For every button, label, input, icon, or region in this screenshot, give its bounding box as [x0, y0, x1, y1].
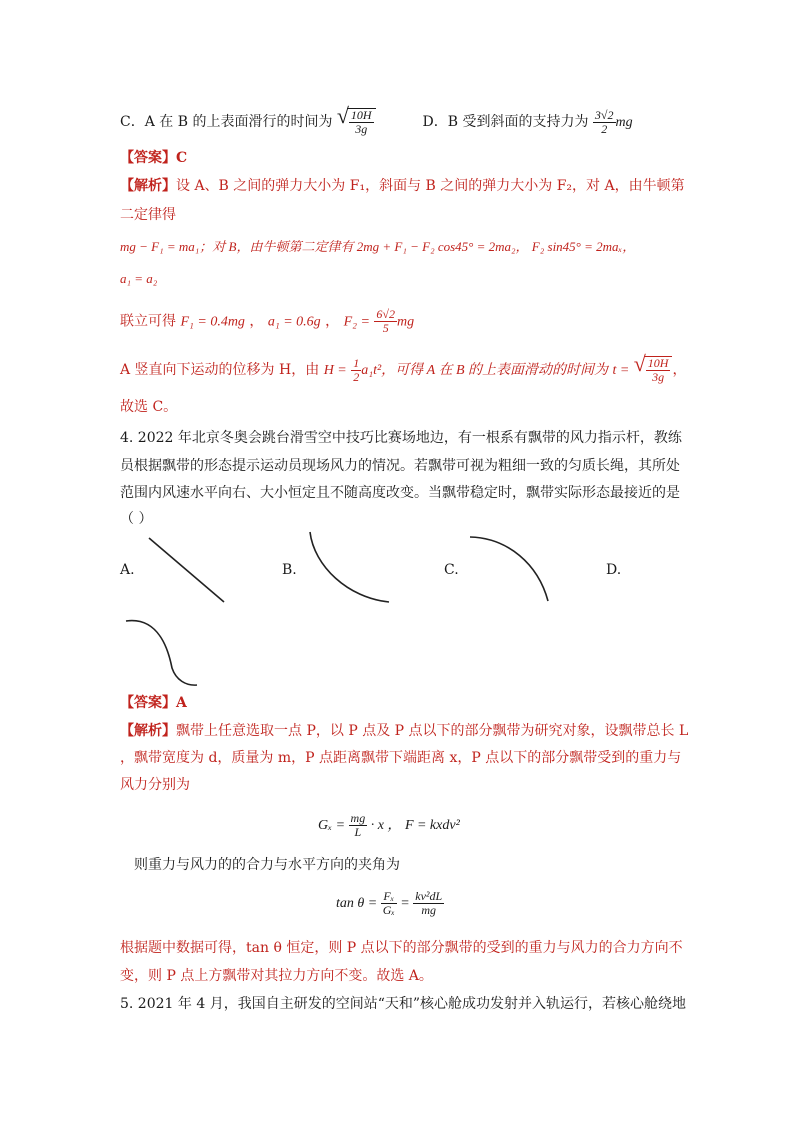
q4-answer-label: 【答案】	[120, 695, 176, 711]
q4-analysis-line1: 【解析】飘带上任意选取一点 P，以 P 点及 P 点以下的部分飘带为研究对象，设飘带总长 L	[120, 723, 689, 739]
q4-analysis-label: 【解析】	[120, 723, 176, 739]
q4-option-d-label: D.	[606, 562, 622, 578]
q5-stem-line1: 5. 2021 年 4 月，我国自主研发的空间站“天和”核心舱成功发射并入轨运行，若核心舱绕地	[120, 996, 687, 1012]
q3-option-d-fraction: $\frac{3√2}{2}$	[594, 107, 614, 136]
q4-stem-line4: （ ）	[120, 511, 153, 527]
q4-option-c-ribbon	[468, 534, 552, 604]
q4-final-line2: 变，则 P 点上方飘带对其拉力方向不变。故选 A。	[120, 968, 433, 984]
q3-equation-line2: a₁ = a₂	[120, 271, 158, 286]
q3-analysis-line1: 【解析】设 A、B 之间的弹力大小为 F₁，斜面与 B 之间的弹力大小为 F₂，对 A，由牛顿第	[120, 178, 685, 194]
q4-final-line1: 根据题中数据可得，tan θ 恒定，则 P 点以下的部分飘带的受到的重力与风力的合力方向不	[120, 940, 683, 956]
q4-gx-fraction: $\frac{mg}{L}$	[350, 811, 366, 840]
q4-analysis-line2: ，飘带宽度为 d，质量为 m，P 点距离飘带下端距离 x，P 点以下的部分飘带受到的重力与	[120, 750, 682, 766]
q3-answer-value: C	[176, 150, 188, 166]
q4-stem-line2: 员根据飘带的形态提示运动员现场风力的情况。若飘带可视为粗细一致的匀质长绳，其所处	[120, 458, 680, 474]
q3-option-c-sqrt: √ $\frac{10H}{3g}$	[337, 108, 376, 136]
q4-analysis-line3: 风力分别为	[120, 777, 190, 793]
q3-f2-fraction: $\frac{6√2}{5}$	[376, 307, 395, 336]
q4-answer-value: A	[176, 695, 187, 711]
q3-option-d-text: D．B 受到斜面的支持力为	[422, 114, 589, 131]
q3-answer	[120, 151, 714, 166]
q4-option-a-ribbon	[146, 535, 228, 605]
q4-force-equation: Gₓ = $\frac{mg}{L}$ · x ， F = kxdv²	[318, 811, 460, 840]
q3-time-sqrt: √ $\frac{10H}{3g}$	[634, 356, 673, 384]
q4-tan-fraction2: $\frac{\text{kv²dL}}{mg}$	[415, 889, 443, 918]
q4-angle-text: 则重力与风力的的合力与水平方向的夹角为	[134, 857, 400, 873]
q4-option-b-ribbon	[306, 530, 392, 604]
q4-stem-line1: 4. 2022 年北京冬奥会跳台滑雪空中技巧比赛场地边，有一根系有飘带的风力指示杆，教练	[120, 430, 682, 446]
q4-option-d-ribbon	[124, 618, 200, 688]
q3-half-fraction: $\frac{1}{2}$	[353, 355, 360, 384]
q3-analysis-label: 【解析】	[120, 178, 176, 194]
q3-answer-label: 【答案】	[120, 150, 176, 166]
q3-option-c-text: C．A 在 B 的上表面滑行的时间为	[120, 114, 333, 131]
q4-option-c-label: C.	[444, 562, 459, 578]
q4-option-a-label: A.	[120, 562, 135, 578]
q4-stem-line3: 范围内风速水平向右、大小恒定且不随高度改变。当飘带稳定时，飘带实际形态最接近的是	[120, 485, 680, 501]
q3-options-row	[120, 103, 714, 137]
q4-option-b-label: B.	[282, 562, 297, 578]
q3-conclusion: 故选 C。	[120, 399, 178, 415]
q3-solve-line: 联立可得 F₁ = 0.4mg ， a₁ = 0.6g ， F₂ = $\frac{6√2}{5}$ mg	[120, 307, 415, 336]
q4-tan-equation: tan θ = $\frac{\text{Fₓ}}{\text{Gₓ}}$ = $\frac{\text{kv²dL}}{mg}$	[336, 889, 443, 918]
q3-analysis-line2: 二定律得	[120, 207, 176, 223]
q3-displacement-line: A 竖直向下运动的位移为 H，由 H = $\frac{1}{2}$ a₁t²，可得 A 在 B 的上表面滑动的时间为 t = √ $\frac{10H}{3g}$ ，	[120, 351, 687, 385]
q4-answer	[120, 696, 714, 711]
q3-option-d-tail: mg	[615, 115, 633, 131]
q4-tan-fraction1: $\frac{\text{Fₓ}}{\text{Gₓ}}$	[382, 889, 395, 918]
q3-equation-line1: mg − F₁ = ma₁；对 B，由牛顿第二定律有 2mg + F₁ − F₂ cos45° = 2ma₂， F₂ sin45° = 2maₓ，	[120, 239, 636, 254]
